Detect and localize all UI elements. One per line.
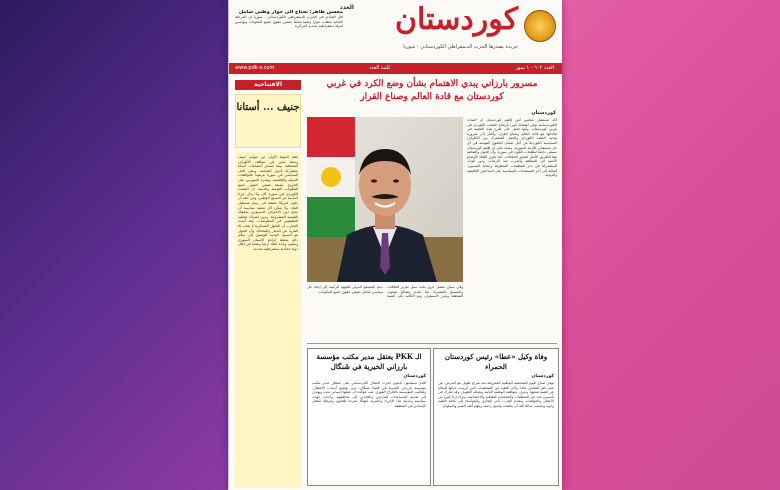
story-a-headline: الـ PKK يعتقل مدير مكتب مؤسسة بارزاني الخيرية في شَنگال bbox=[316, 352, 422, 371]
issue-date: العدد ٦٠٢ - ١ تموز bbox=[515, 65, 554, 71]
story-box-pkk bbox=[307, 348, 431, 486]
main-story-continued: وفي سياق متصل جرى بحث سبل تعزيز العلاقات والتنسيق المشترك بما يخدم مصالح شعوب المنطقة ويعزز الاستقرار، وتم التأكيد على أهمية دعم المجتمع الدولي للجهود الرامية إلى إيجاد حل سياسي شامل يضمن حقوق جميع المكونات. bbox=[307, 285, 463, 299]
opinion-title-box bbox=[235, 94, 301, 148]
story-a-body: أقدم مسلحون تابعون لحزب العمال الكردستاني على اعتقال مدير مكتب مؤسسة بارزاني الخيرية في قضاء شنگال، دون توضيح أسباب الاعتقال. وطالبت المؤسسة بالإفراج الفوري عنه، مؤكدة أن عملها إنساني بحت ويهدف إلى تقديم المساعدات للنازحين والعائدين إلى مناطقهم. وأدانت جهات سياسية ومدنية هذا الإجراء واعتبرته انتهاكا صارخا للقانون وعرقلة للعمل الإنساني في المنطقة. bbox=[312, 381, 426, 408]
background-right bbox=[562, 0, 780, 490]
main-photo bbox=[307, 117, 463, 282]
top-teaser bbox=[235, 10, 343, 54]
opinion-section-label: الافتتاحية bbox=[235, 80, 301, 90]
story-b-headline: وفاة وكيل «عطا» رئيس كوردستان الحمراء bbox=[444, 352, 548, 371]
story-b-byline: كوردستان bbox=[531, 374, 554, 379]
story-a-byline: كوردستان bbox=[403, 374, 426, 379]
info-bar bbox=[229, 63, 562, 74]
opinion-title: جنيف ... أستانا bbox=[236, 102, 300, 113]
portrait-image bbox=[307, 117, 463, 282]
main-headline: مسرور بارزاني يبدي الاهتمام بشأن وضع الكرد في غربي كوردستان مع قادة العالم وصناع القرار bbox=[326, 79, 538, 102]
section-divider bbox=[307, 343, 557, 344]
masthead-subtitle: جريدة يصدرها الحزب الديمقراطي الكوردستاني - سوريا bbox=[403, 44, 518, 50]
teaser-title: محسن طاهر: نحتاج الى حوار وطني شامل bbox=[238, 10, 343, 15]
main-story-body: أكد مستشار مجلس أمن إقليم كوردستان أن القيادة الكوردستانية تولي اهتماما كبيرا بأوضاع الشعب الكوردي في غربي كوردستان، وأنها تعمل على طرح هذه القضية في لقاءاتها مع قادة العالم وصناع القرار. وأشار إلى ضرورة توحيد الصف الكوردي والعمل المشترك بين الأطراف السياسية الكوردية من أجل ضمان الحقوق القومية في أي حل مستقبلي للأزمة السورية. وشدد على أن إقليم كوردستان سيبقى داعما لتطلعات الكورد في سوريا، وأن الحوار والتفاهم هما الطريق الأمثل لتجاوز الخلافات. كما تناول اللقاء الأوضاع الأمنية في المنطقة والحرب ضد الإرهاب، ودور قوات البيشمركة في دحر التنظيمات المتطرفة وحماية المدنيين، إضافة إلى آخر المستجدات السياسية على الساحتين الإقليمية والدولية. bbox=[467, 118, 557, 178]
info-bar-center: كلمة العدد bbox=[369, 65, 391, 71]
main-byline: كوردستان bbox=[531, 110, 556, 116]
newspaper-title: كوردستان bbox=[395, 2, 518, 37]
teaser-body: قال القيادي في الحزب الديمقراطي الكوردستاني - سوريا إن المرحلة الحالية تتطلب حوارا وطنيا شاملا يضمن حقوق جميع المكونات ويؤسس لدولة ديمقراطية تعددية لامركزية bbox=[235, 15, 343, 29]
masthead bbox=[229, 0, 562, 62]
masthead-kicker: العدد bbox=[339, 4, 354, 11]
opinion-body: تعقد الجولة الأولى من مؤتمر جنيف وسط تباين في مواقف الأطراف المختلفة، بينما تستمر اجتماعات أستانا بمشاركة الدول الضامنة. ويبقى الحل السياسي في سوريا مرهونا بالتوافقات الدولية والإقليمية، وبقدرة السوريين على الخروج بصيغة تضمن حقوق جميع المكونات القومية والدينية. إن الشعب الكوردي في سوريا كان ولا يزال جزءا أساسيا من النسيج الوطني، ومن حقه أن يكون شريكا حقيقيا في رسم مستقبل البلاد. ولا يمكن لأي عملية سياسية أن تنجح دون الاعتراف الدستوري بحقوقه القومية المشروعة، ودون إشراك ممثليه الحقيقيين في المفاوضات. وقد أثبتت التجارب أن الحلول العسكرية لا تجلب إلا المزيد من الدمار والمعاناة، وأن الحوار هو السبيل الوحيد للوصول إلى سلام دائم يحفظ كرامة الإنسان السوري ويصون وحدة البلاد أرضا وشعبا في إطار دولة اتحادية ديمقراطية تعددية. bbox=[235, 152, 301, 488]
background-left bbox=[0, 0, 228, 490]
story-b-body: توفي صباح اليوم الشخصية الوطنية المعروفة بعد صراع طويل مع المرض، عن عمر ناهز الثمانين عاما. وكان الفقيد من الشخصيات التي كرست حياتها للدفاع عن قضية شعبها، وعرف بمواقفه الوطنية الثابتة ونضاله الطويل. وقد شارك في تأسيس عدد من المنظمات والجمعيات الثقافية والاجتماعية، وترك إرثا كبيرا من الأعمال والمؤلفات. وتقدم الحزب بأحر التعازي والمواساة إلى عائلة الفقيد وذويه ومحبيه، سائلا الله أن يتغمده بواسع رحمته ويلهم أهله الصبر والسلوان. bbox=[438, 381, 554, 408]
story-box-obituary bbox=[433, 348, 559, 486]
website-link[interactable]: www.pdk-s.com bbox=[235, 65, 275, 71]
newspaper-page bbox=[229, 0, 562, 490]
party-logo bbox=[524, 10, 556, 42]
opinion-column bbox=[235, 80, 301, 484]
